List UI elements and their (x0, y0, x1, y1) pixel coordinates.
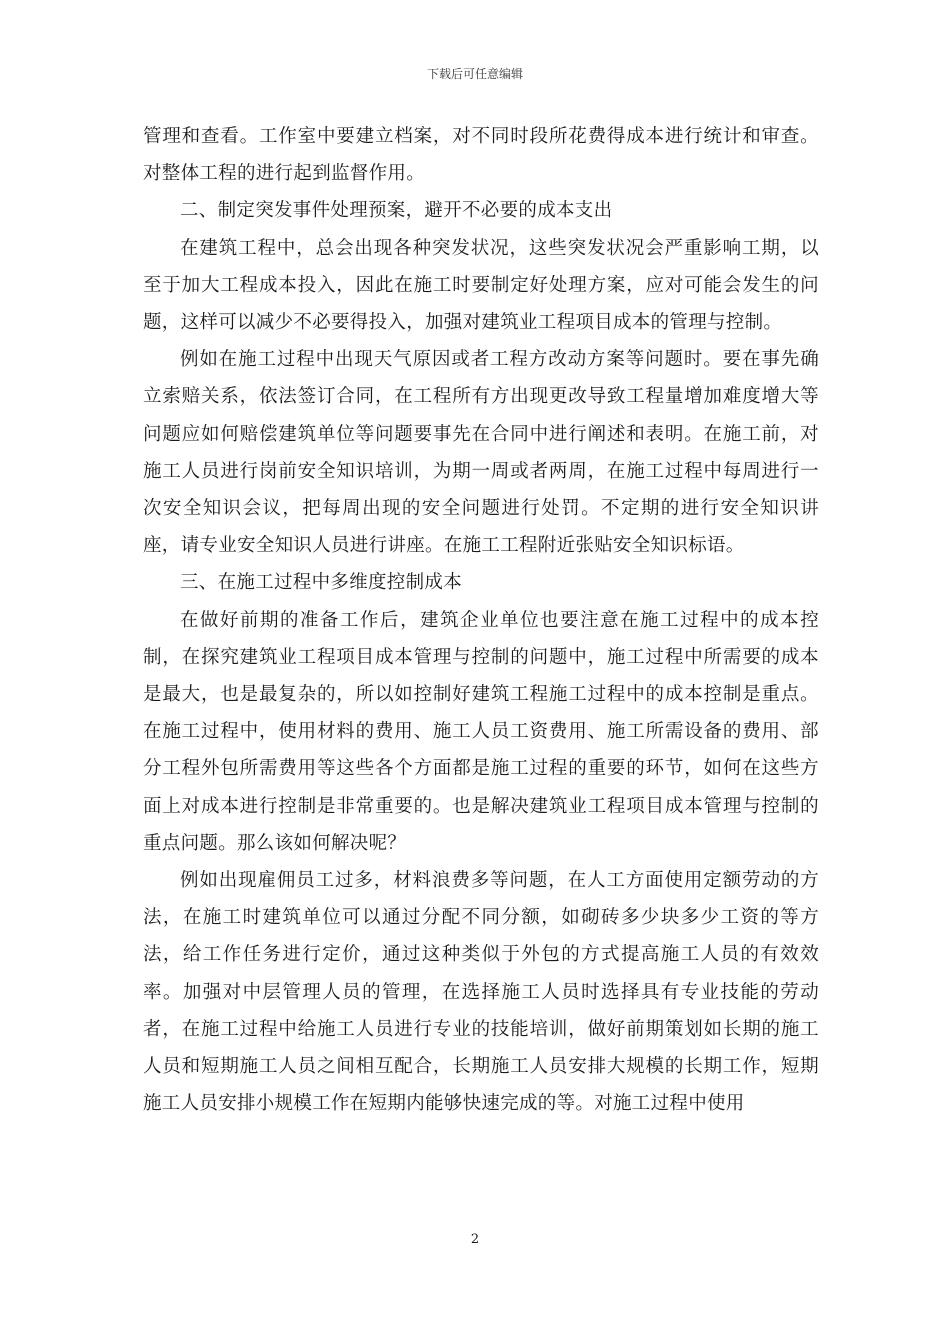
page-header: 下载后可任意编辑 (426, 67, 523, 81)
document-body (143, 118, 819, 1122)
paragraph: 在建筑工程中，总会出现各种突发状况，这些突发状况会严重影响工期，以至于加大工程成本投入，因此在施工时要制定好处理方案，应对可能会发生的问题，这样可以减少不必要得投入，加强对建筑业工程项目成本的管理与控制。 (143, 237, 819, 334)
paragraph: 在做好前期的准备工作后，建筑企业单位也要注意在施工过程中的成本控制，在探究建筑业工程项目成本管理与控制的问题中，施工过程中所需要的成本是最大，也是最复杂的，所以如控制好建筑工程施工过程中的成本控制是重点。在施工过程中，使用材料的费用、施工人员工资费用、施工所需设备的费用、部分工程外包所需费用等这些各个方面都是施工过程的重要的环节，如何在这些方面上对成本进行控制是非常重要的。也是解决建筑业工程项目成本管理与控制的重点问题。那么该如何解决呢？ (143, 609, 819, 854)
paragraph: 例如出现雇佣员工过多，材料浪费多等问题，在人工方面使用定额劳动的方法，在施工时建筑单位可以通过分配不同分额，如砌砖多少块多少工资的等方法，给工作任务进行定价，通过这种类似于外包的方式提高施工人员的有效效率。加强对中层管理人员的管理，在选择施工人员时选择具有专业技能的劳动者，在施工过程中给施工人员进行专业的技能培训，做好前期策划如长期的施工人员和短期施工人员之间相互配合，长期施工人员安排大规模的长期工作，短期施工人员安排小规模工作在短期内能够快速完成的等。对施工过程中使用 (143, 870, 819, 1115)
section-heading-2: 二、制定突发事件处理预案，避开不必要的成本支出 (180, 200, 613, 222)
paragraph: 例如在施工过程中出现天气原因或者工程方改动方案等问题时。要在事先确立索赔关系，依法签订合同，在工程所有方出现更改导致工程量增加难度增大等问题应如何赔偿建筑单位等问题要事先在合同中进行阐述和表明。在施工前，对施工人员进行岗前安全知识培训，为期一周或者两周，在施工过程中每周进行一次安全知识会议，把每周出现的安全问题进行处罚。不定期的进行安全知识讲座，请专业安全知识人员进行讲座。在施工工程附近张贴安全知识标语。 (143, 349, 819, 557)
section-heading-3: 三、在施工过程中多维度控制成本 (180, 572, 463, 594)
paragraph-continued: 管理和查看。工作室中要建立档案，对不同时段所花费得成本进行统计和审查。对整体工程的进行起到监督作用。 (143, 126, 819, 185)
page-number: 2 (470, 1232, 480, 1247)
